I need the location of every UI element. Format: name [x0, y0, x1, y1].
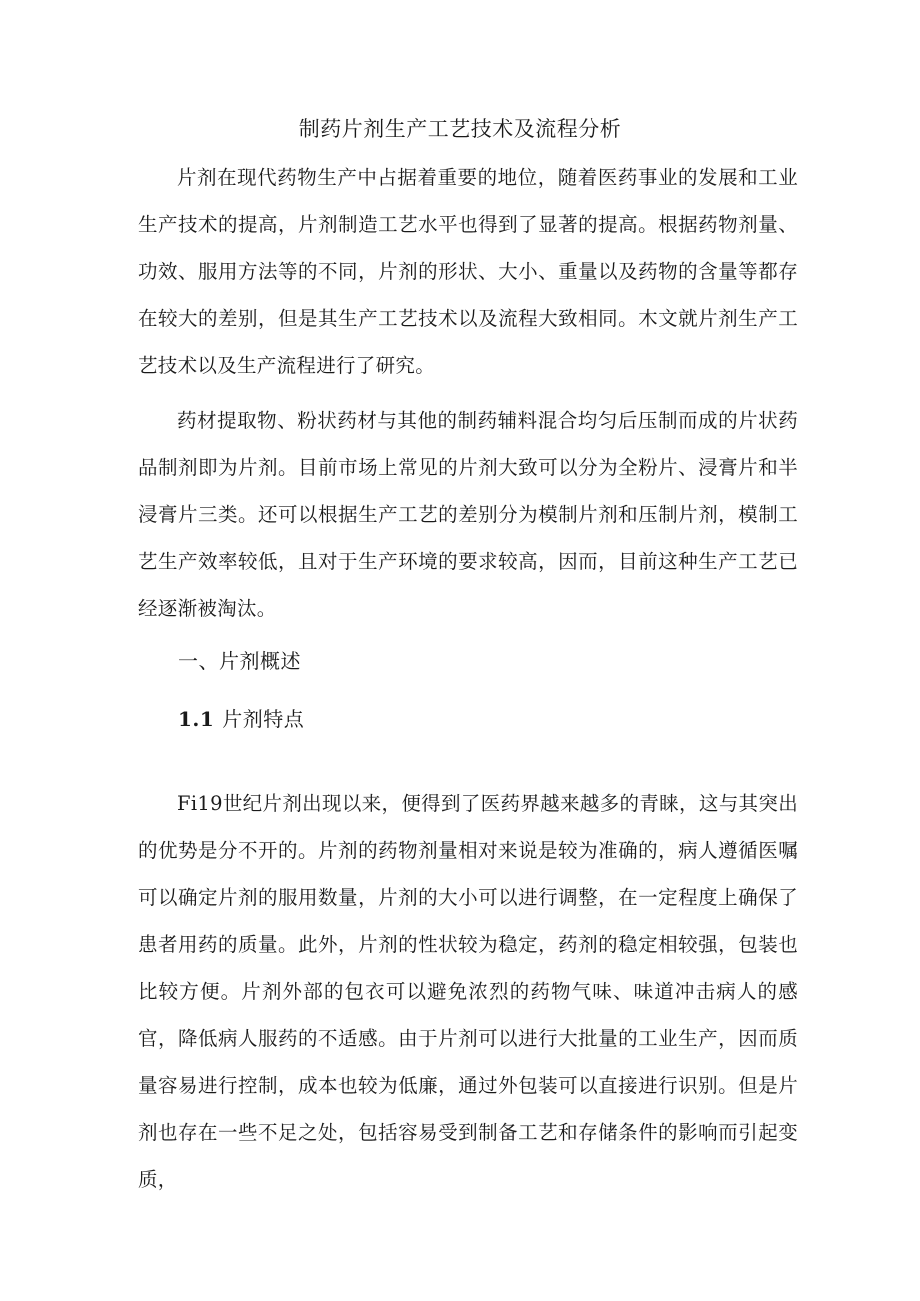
subsection-number: 1.1 — [178, 707, 215, 731]
subsection-title: 片剂特点 — [222, 707, 305, 731]
document-title: 制药片剂生产工艺技术及流程分析 — [298, 117, 622, 141]
subsection-heading — [178, 704, 304, 734]
section-heading: 一、片剂概述 — [178, 649, 301, 673]
paragraph-features: Fi19世纪片剂出现以来，便得到了医药界越来越多的青睐，这与其突出的优势是分不开的。片剂的药物剂量相对来说是较为准确的，病人遵循医嘱可以确定片剂的服用数量，片剂的大小可以进行调整，在一定程度上确保了患者用药的质量。此外，片剂的性状较为稳定，药剂的稳定相较强，包装也比较方便。片剂外部的包衣可以避免浓烈的药物气味、味道冲击病人的感官，降低病人服药的不适感。由于片剂可以进行大批量的工业生产，因而质量容易进行控制，成本也较为低廉，通过外包装可以直接进行识别。但是片剂也存在一些不足之处，包括容易受到制备工艺和存储条件的影响而引起变质， — [138, 792, 798, 1191]
paragraph-definition: 药材提取物、粉状药材与其他的制药辅料混合均匀后压制而成的片状药品制剂即为片剂。目前市场上常见的片剂大致可以分为全粉片、浸膏片和半浸膏片三类。还可以根据生产工艺的差别分为模制片剂和压制片剂，模制工艺生产效率较低，且对于生产环境的要求较高，因而，目前这种生产工艺已经逐渐被淘汰。 — [138, 409, 798, 620]
paragraph-intro: 片剂在现代药物生产中占据着重要的地位，随着医药事业的发展和工业生产技术的提高，片剂制造工艺水平也得到了显著的提高。根据药物剂量、功效、服用方法等的不同，片剂的形状、大小、重量以及药物的含量等都存在较大的差别，但是其生产工艺技术以及流程大致相同。木文就片剂生产工艺技术以及生产流程进行了研究。 — [138, 166, 798, 377]
